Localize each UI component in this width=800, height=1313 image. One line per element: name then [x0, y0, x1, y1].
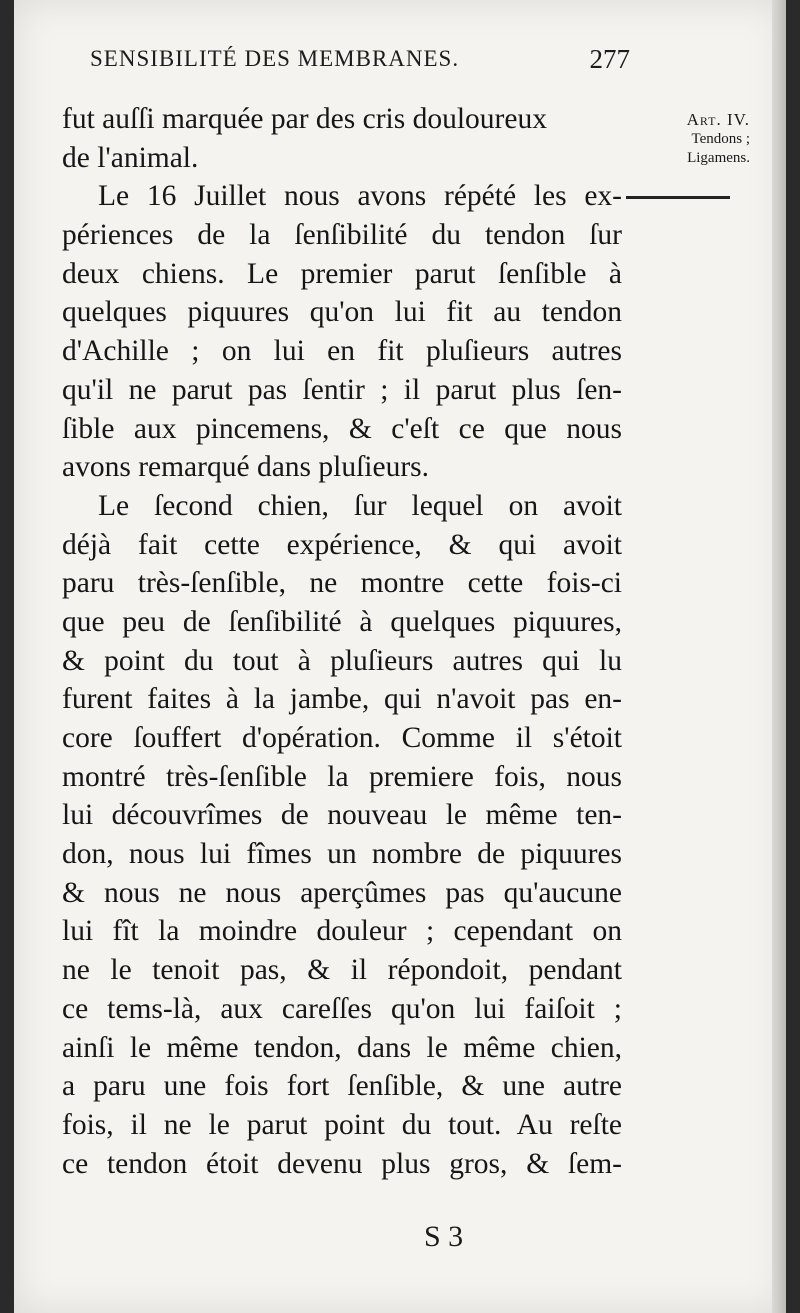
body-text	[62, 100, 622, 1183]
text-line: Le 16 Juillet nous avons répété les ex-	[98, 180, 622, 213]
margin-note	[620, 110, 750, 168]
text-line: qu'il ne parut pas ſentir ; il parut plus ſen-	[62, 373, 622, 406]
text-line: quelques piquures qu'on lui fit au tendon	[62, 296, 622, 329]
text-line: d'Achille ; on lui en fit pluſieurs autres	[62, 335, 622, 368]
text-line: core ſouffert d'opération. Comme il s'étoit	[62, 722, 622, 754]
margin-note-article: Art. IV.	[686, 110, 750, 129]
text-line: fois, il ne le parut point du tout. Au reſte	[62, 1108, 622, 1141]
text-line: ce tendon étoit devenu plus gros, & ſem-	[62, 1147, 622, 1180]
text-line: furent faites à la jambe, qui n'avoit pas en-	[62, 683, 622, 716]
margin-note-line1: Tendons ;	[691, 131, 750, 147]
text-line: que peu de ſenſibilité à quelques piquures,	[62, 605, 622, 638]
text-line: fut auſſi marquée par des cris douloureux	[62, 103, 547, 135]
text-line: déjà fait cette expérience, & qui avoit	[62, 528, 622, 561]
margin-note-rule	[626, 196, 730, 199]
signature-mark: S 3	[424, 1220, 464, 1253]
text-line: & point du tout à pluſieurs autres qui lu	[62, 644, 622, 677]
book-page	[14, 0, 786, 1313]
text-line: a paru une fois fort ſenſible, & une autre	[62, 1070, 622, 1103]
running-head	[90, 46, 630, 86]
text-line: Le ſecond chien, ſur lequel on avoit	[98, 489, 622, 522]
text-line: lui fît la moindre douleur ; cependant on	[62, 915, 622, 948]
page-number: 277	[589, 44, 630, 74]
page-gutter	[772, 0, 786, 1313]
margin-note-line2: Ligamens.	[687, 150, 750, 166]
text-line: montré très-ſenſible la premiere fois, nous	[62, 760, 622, 793]
text-line: deux chiens. Le premier parut ſenſible à	[62, 257, 622, 290]
text-line: périences de la ſenſibilité du tendon ſur	[62, 219, 622, 252]
text-line: ainſi le même tendon, dans le même chien,	[62, 1031, 622, 1064]
text-line: lui découvrîmes de nouveau le même ten-	[62, 799, 622, 832]
running-title: SENSIBILITÉ DES MEMBRANES.	[90, 46, 460, 71]
text-line: ce tems-là, aux careſſes qu'on lui faiſoit ;	[62, 992, 622, 1025]
text-line: & nous ne nous aperçûmes pas qu'aucune	[62, 876, 622, 909]
text-line: ne le tenoit pas, & il répondoit, pendant	[62, 954, 622, 987]
text-line: don, nous lui fîmes un nombre de piquures	[62, 838, 622, 871]
text-line: de l'animal.	[62, 141, 199, 174]
text-line: paru très-ſenſible, ne montre cette fois-ci	[62, 567, 622, 600]
text-line: avons remarqué dans pluſieurs.	[62, 451, 430, 484]
text-line: ſible aux pincemens, & c'eſt ce que nous	[62, 412, 622, 445]
